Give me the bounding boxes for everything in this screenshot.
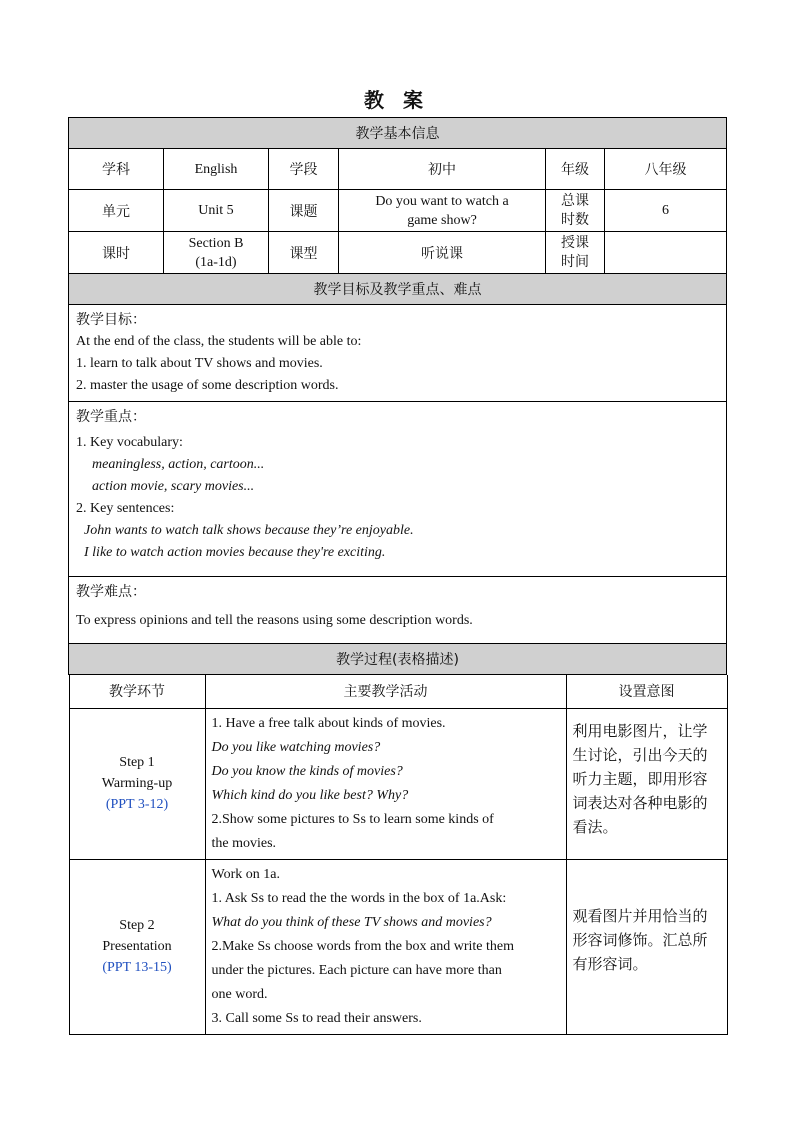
col-header-stage: 教学环节 [69,675,205,708]
step-1-intent [566,708,727,859]
intent-line: 利用电影图片，让学 [572,721,708,740]
basic-info-header: 教学基本信息 [69,118,727,149]
lesson-type-label: 课型 [269,232,339,274]
unit-label: 单元 [69,190,164,232]
step-2-activities [205,859,566,1034]
col-header-activities: 主要教学活动 [205,675,566,708]
activity-line: 2.Show some pictures to Ss to learn some kinds of [211,811,494,827]
intent-line: 看法。 [572,817,618,836]
activity-line: Work on 1a. [211,866,280,882]
period-line-2: (1a-1d) [195,254,237,270]
step-2-cell [69,859,205,1034]
unit-value: Unit 5 [164,190,269,232]
goals-header: 教学目标及教学重点、难点 [69,274,727,305]
lesson-plan-table [68,117,727,1035]
total-hours-label-2: 时数 [561,211,589,228]
class-time-label-2: 时间 [561,253,589,270]
stage-value: 初中 [339,149,546,190]
objectives-section [69,305,727,402]
topic-line-1: Do you want to watch a [375,193,509,209]
topic-value [339,190,546,232]
activity-line: under the pictures. Each picture can have more than [211,962,502,978]
difficulties-text: To express opinions and tell the reasons using some description words. [76,613,473,628]
step-2-ppt: (PPT 13-15) [102,960,172,975]
step-2-name: Step 2 [119,918,155,933]
step-1-cell [69,708,205,859]
difficulties-label: 教学难点： [76,584,146,600]
vocab-line: action movie, scary movies... [92,479,255,494]
total-hours-value: 6 [605,190,727,232]
period-label: 课时 [69,232,164,274]
step-2-intent [566,859,727,1034]
document-title: 教 案 [364,88,429,112]
intent-line: 有形容词。 [572,954,648,973]
class-time-value [605,232,727,274]
activity-line: 1. Ask Ss to read the the words in the box of 1a.Ask: [211,890,507,906]
objective-line: At the end of the class, the students will be able to: [76,334,362,349]
intent-line: 听力主题，即用形容 [572,769,708,788]
vocab-heading: 1. Key vocabulary: [76,435,183,450]
period-line-1: Section B [188,235,244,251]
activity-line: the movies. [211,835,277,851]
step-1-ppt: (PPT 3-12) [105,797,169,812]
activity-line: What do you think of these TV shows and movies? [211,914,492,930]
class-time-label [546,232,605,274]
step-2-stage: Presentation [102,939,172,954]
stage-label: 学段 [269,149,339,190]
objective-line: 2. master the usage of some description words. [76,378,339,393]
difficulties-section [69,577,727,644]
grade-value: 八年级 [605,149,727,190]
total-hours-label [546,190,605,232]
activity-line: 3. Call some Ss to read their answers. [211,1010,422,1026]
activity-line: 1. Have a free talk about kinds of movies. [211,715,446,731]
topic-label: 课题 [269,190,339,232]
step-1-activities [205,708,566,859]
intent-line: 词表达对各种电影的 [572,793,708,812]
intent-line: 生讨论，引出今天的 [572,745,708,764]
class-time-label-1: 授课 [561,234,589,251]
activity-line: Which kind do you like best? Why? [211,787,409,803]
step-1-stage: Warming-up [101,776,173,791]
sentence-line: I like to watch action movies because they're exciting. [84,545,386,560]
process-table [69,675,728,1035]
objective-line: 1. learn to talk about TV shows and movies. [76,356,323,371]
key-points-label: 教学重点： [76,409,146,425]
key-points-section [69,402,727,577]
activity-line: one word. [211,986,268,1002]
process-header: 教学过程(表格描述) [69,644,727,675]
grade-label: 年级 [546,149,605,190]
subject-label: 学科 [69,149,164,190]
total-hours-label-1: 总课 [561,192,589,209]
sentence-line: John wants to watch talk shows because they’re enjoyable. [84,523,414,538]
subject-value: English [164,149,269,190]
sentences-heading: 2. Key sentences: [76,501,175,516]
activity-line: 2.Make Ss choose words from the box and write them [211,938,514,954]
intent-line: 观看图片并用恰当的 [572,906,708,925]
topic-line-2: game show? [407,212,477,228]
intent-line: 形容词修饰。汇总所 [572,930,708,949]
vocab-line: meaningless, action, cartoon... [92,457,265,472]
activity-line: Do you know the kinds of movies? [211,763,403,779]
step-1-name: Step 1 [119,755,155,770]
period-value [164,232,269,274]
col-header-intent: 设置意图 [566,675,727,708]
objectives-label: 教学目标： [76,312,146,328]
activity-line: Do you like watching movies? [211,739,381,755]
lesson-type-value: 听说课 [339,232,546,274]
